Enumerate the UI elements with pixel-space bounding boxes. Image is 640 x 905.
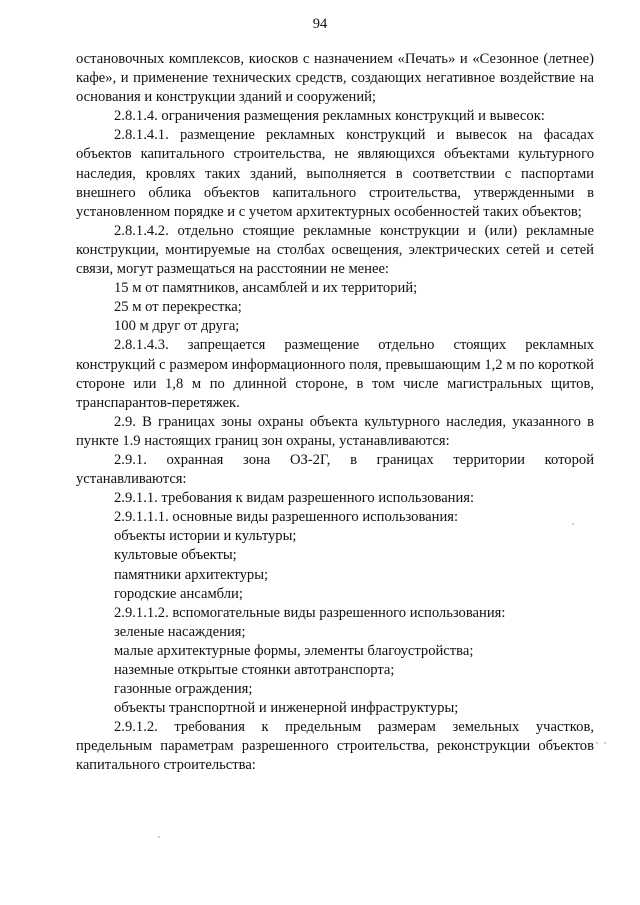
list-item-green-spaces: зеленые насаждения; — [114, 623, 246, 640]
scan-speck — [596, 742, 598, 744]
scan-speck — [572, 523, 574, 525]
list-item-infrastructure: объекты транспортной и инженерной инфраструктуры; — [114, 700, 459, 717]
list-item-history-culture: объекты истории и культуры; — [114, 528, 297, 545]
paragraph-2-9: 2.9. В границах зоны охраны объекта культурного наследия, указанного в пункте 1.9 настоящих границ зон охраны, устанавливаются: — [76, 413, 594, 449]
list-item-distance-crossroad: 25 м от перекрестка; — [114, 299, 242, 316]
paragraph-2-9-1: 2.9.1. охранная зона ОЗ-2Г, в границах территории которой устанавливаются: — [76, 451, 594, 488]
document-body — [76, 50, 594, 776]
scan-speck — [604, 742, 606, 744]
list-item-distance-monuments: 15 м от памятников, ансамблей и их территорий; — [114, 280, 418, 297]
list-item-parking: наземные открытые стоянки автотранспорта; — [114, 662, 395, 678]
paragraph-2-9-1-2: 2.9.1.2. требования к предельным размерам земельных участков, предельным параметрам разрешенного строительства, реконструкции объектов капитального строительства: — [76, 719, 594, 774]
paragraph-2-9-1-1: 2.9.1.1. требования к видам разрешенного использования: — [114, 490, 475, 507]
list-item-religious: культовые объекты; — [114, 547, 237, 564]
paragraph-2-8-1-4-2: 2.8.1.4.2. отдельно стоящие рекламные конструкции и (или) рекламные конструкции, монтируемые на столбах освещения, электрических сетей и сетей связи, могут размещаться на расстоянии не менее: — [76, 222, 594, 278]
list-item-city-ensembles: городские ансамбли; — [114, 585, 243, 602]
list-item-architecture-monuments: памятники архитектуры; — [114, 566, 269, 583]
list-item-distance-each-other: 100 м друг от друга; — [114, 318, 240, 335]
list-item-small-forms: малые архитектурные формы, элементы благоустройства; — [114, 642, 474, 659]
paragraph-2-8-1-4-3: 2.8.1.4.3. запрещается размещение отдельно стоящих рекламных конструкций с размером информационного поля, превышающим 1,2 м по короткой стороне или 1,8 м по длинной стороне, в том числе магистральных щитов, транспарантов-перетяжек. — [76, 337, 594, 411]
paragraph-2-9-1-1-2: 2.9.1.1.2. вспомогательные виды разрешенного использования: — [114, 604, 506, 621]
list-item-lawn-fences: газонные ограждения; — [114, 681, 253, 698]
paragraph-2-9-1-1-1: 2.9.1.1.1. основные виды разрешенного использования: — [114, 509, 459, 526]
page-number: 94 — [312, 16, 328, 32]
paragraph-2-8-1-4: 2.8.1.4. ограничения размещения рекламных конструкций и вывесок: — [114, 108, 545, 125]
paragraph-2-8-1-4-1: 2.8.1.4.1. размещение рекламных конструкций и вывесок на фасадах объектов капитального строительства, не являющихся объектами культурного наследия, кровлях таких зданий, выполняется в соответствии с паспортами внешнего облика объектов капитального строительства, утвержденными в установленном порядке и с учетом архитектурных особенностей таких объектов; — [76, 127, 594, 220]
paragraph-continuation: остановочных комплексов, киосков с назначением «Печать» и «Сезонное (летнее) кафе», и применение технических средств, создающих негативное воздействие на основания и конструкции зданий и сооружений; — [76, 51, 594, 106]
scan-speck — [158, 836, 160, 838]
